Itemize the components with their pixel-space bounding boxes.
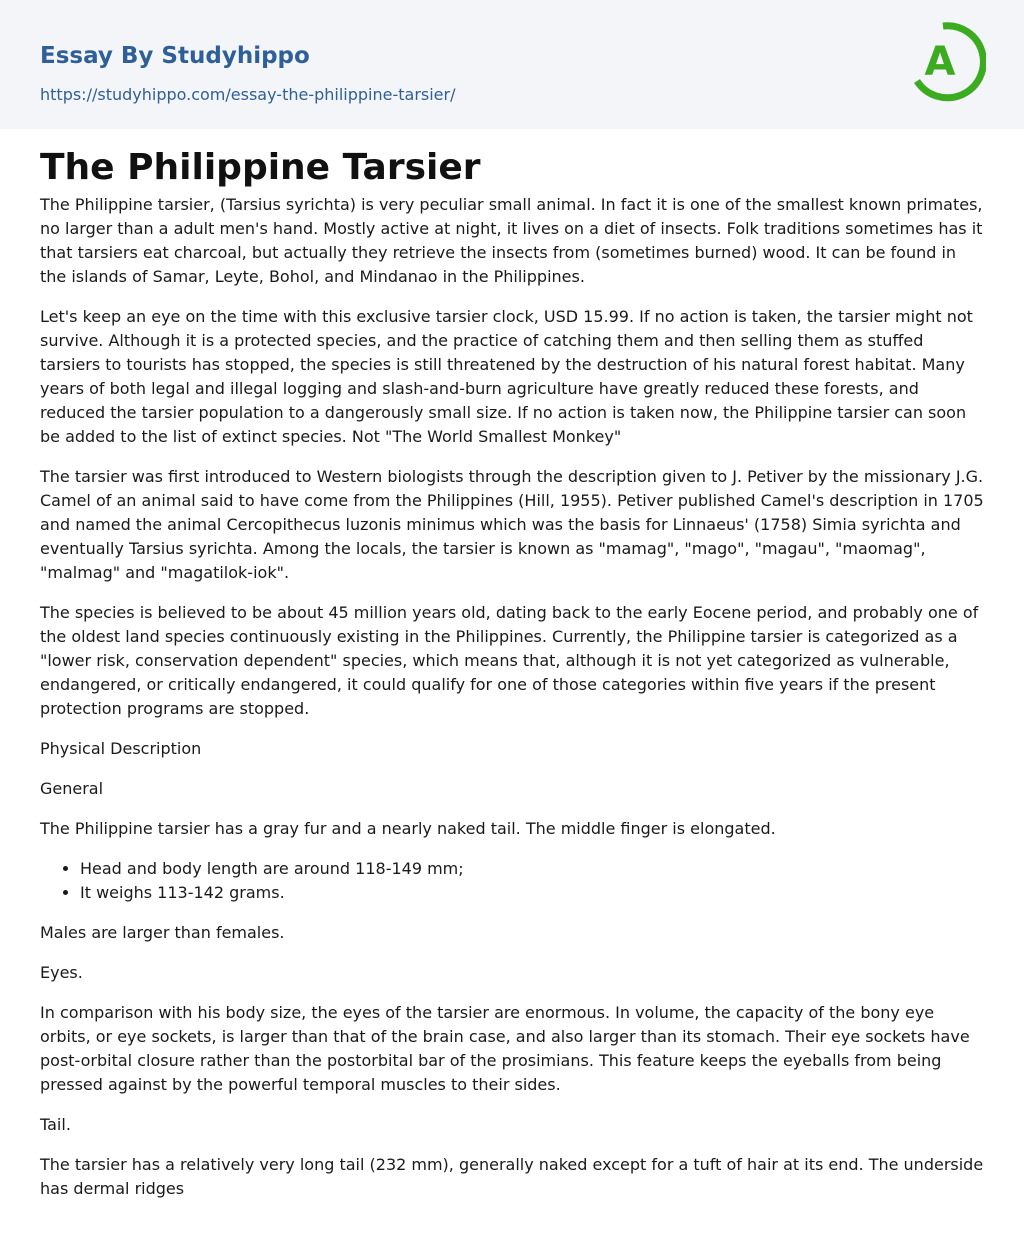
list-item: • It weighs 113-142 grams. xyxy=(80,881,984,905)
logo-letter: A xyxy=(924,39,956,85)
brand-title[interactable]: Essay By Studyhippo xyxy=(40,43,310,69)
source-url-link[interactable]: https://studyhippo.com/essay-the-philippine-tarsier/ xyxy=(40,85,456,104)
paragraph-status: The species is believed to be about 45 million years old, dating back to the early Eocene period, and probably one of the oldest land species continuously existing in the Philippines. Currently, the Philippine tarsier is categorized as a "lower risk, conservation dependent" species, which means that, although it is not yet categorized as vulnerable, endangered, or critically endangered, it could qualify for one of those categories within five years if the present protection programs are stopped. xyxy=(40,603,979,718)
heading-tail: Tail. xyxy=(40,1115,71,1134)
essay-title: The Philippine Tarsier xyxy=(40,147,481,188)
paragraph-males: Males are larger than females. xyxy=(40,923,285,942)
studyhippo-logo-icon[interactable] xyxy=(912,19,986,105)
paragraph-eyes: In comparison with his body size, the eyes of the tarsier are enormous. In volume, the capacity of the bony eye orbits, or eye sockets, is larger than that of the brain case, and also larger than its stomach. Their eye sockets have post-orbital closure rather than the postorbital bar of the prosimians. This feature keeps the eyeballs from being pressed against by the powerful temporal muscles to their sides. xyxy=(40,1003,970,1094)
paragraph-general: The Philippine tarsier has a gray fur and a nearly naked tail. The middle finger is elongated. xyxy=(40,819,776,838)
list-item: • Head and body length are around 118-149 mm; xyxy=(80,857,984,881)
paragraph-tail: The tarsier has a relatively very long tail (232 mm), generally naked except for a tuft of hair at its end. The underside has dermal ridges xyxy=(40,1155,984,1198)
paragraph-intro: The Philippine tarsier, (Tarsius syrichta) is very peculiar small animal. In fact it is one of the smallest known primates, no larger than a adult men's hand. Mostly active at night, it lives on a diet of insects. Folk traditions sometimes has it that tarsiers eat charcoal, but actually they retrieve the insects from (sometimes burned) wood. It can be found in the islands of Samar, Leyte, Bohol, and Mindanao in the Philippines. xyxy=(40,195,983,286)
heading-eyes: Eyes. xyxy=(40,963,83,982)
essay-content xyxy=(0,129,1024,1201)
heading-physical-description: Physical Description xyxy=(40,739,202,758)
paragraph-history: The tarsier was first introduced to Western biologists through the description given to J. Petiver by the missionary J.G. Camel of an animal said to have come from the Philippines (Hill, 1955). Petiver published Camel's description in 1705 and named the animal Cercopithecus luzonis minimus which was the basis for Linnaeus' (1758) Simia syrichta and eventually Tarsius syrichta. Among the locals, the tarsier is known as "mamag", "mago", "magau", "maomag", "malmag" and "magatilok-iok". xyxy=(40,467,984,582)
facts-list xyxy=(40,857,984,905)
heading-general: General xyxy=(40,779,104,798)
site-header xyxy=(0,0,1024,129)
paragraph-conservation: Let's keep an eye on the time with this exclusive tarsier clock, USD 15.99. If no action is taken, the tarsier might not survive. Although it is a protected species, and the practice of catching them and then selling them as stuffed tarsiers to tourists has stopped, the species is still threatened by the destruction of his natural forest habitat. Many years of both legal and illegal logging and slash-and-burn agriculture have greatly reduced these forests, and reduced the tarsier population to a dangerously small size. If no action is taken now, the Philippine tarsier can soon be added to the list of extinct species. Not "The World Smallest Monkey" xyxy=(40,307,973,446)
